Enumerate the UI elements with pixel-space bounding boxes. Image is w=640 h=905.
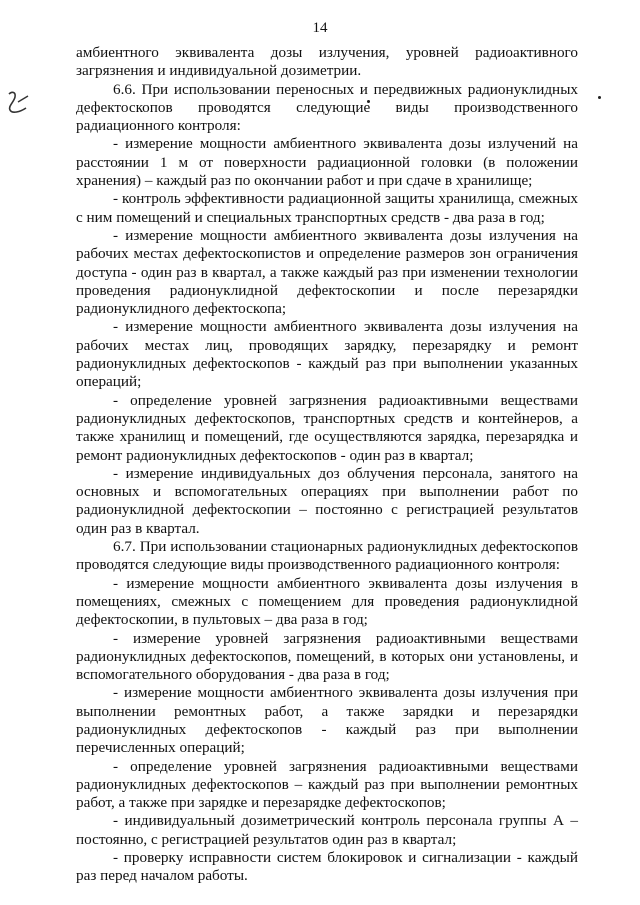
document-body — [76, 44, 578, 886]
list-item: - измерение индивидуальных доз облучения персонала, занятого на основных и вспомогательных операциях при выполнении работ по радионуклидной дефектоскопии – постоянно с регистрацией результатов один раз в квартал. — [76, 464, 578, 537]
list-item: - измерение уровней загрязнения радиоактивными веществами радионуклидных дефектоскопов, помещений, в которых они установлены, и вспомогательного оборудования - два раза в год; — [76, 629, 578, 684]
page-number: 14 — [312, 20, 328, 36]
list-item: - определение уровней загрязнения радиоактивными веществами радионуклидных дефектоскопов – каждый раз при выполнении ремонтных работ, а также при зарядке и перезарядке дефектоскопов; — [76, 757, 578, 812]
paragraph-1: амбиентного эквивалента дозы излучения, уровней радиоактивного загрязнения и индивидуальной дозиметрии. — [76, 44, 578, 80]
list-item: - проверку исправности систем блокировок и сигнализации - каждый раз перед началом работы. — [76, 849, 578, 885]
list-item: - измерение мощности амбиентного эквивалента дозы излучений на расстоянии 1 м от поверхности радиационной головки (в положении хранения) – каждый раз по окончании работ и при сдаче в хранилище; — [76, 135, 578, 190]
list-item: - измерение мощности амбиентного эквивалента дозы излучения при выполнении ремонтных работ, а также зарядки и перезарядки радионуклидных дефектоскопов - каждый раз при выполнении перечисленных операций; — [76, 684, 578, 757]
list-item: - измерение мощности амбиентного эквивалента дозы излучения на рабочих местах дефектоскопистов и определение размеров зон ограничения доступа - один раз в квартал, а также каждый раз при изменении технологии проведения радионуклидной дефектоскопии и после перезарядки радионуклидного дефектоскопа; — [76, 226, 578, 318]
list-item: - измерение мощности амбиентного эквивалента дозы излучения на рабочих местах лиц, проводящих зарядку, перезарядку и ремонт радионуклидных дефектоскопов - каждый раз при выполнении указанных операций; — [76, 318, 578, 391]
list-item: - измерение мощности амбиентного эквивалента дозы излучения в помещениях, смежных с помещением для проведения радионуклидной дефектоскопии, в пультовых – два раза в год; — [76, 574, 578, 629]
margin-dot — [598, 96, 601, 99]
list-item: - определение уровней загрязнения радиоактивными веществами радионуклидных дефектоскопов, транспортных средств и контейнеров, а также хранилищ и помещений, где осуществляются зарядка, перезарядка и ремонт радионуклидных дефектоскопов - один раз в квартал; — [76, 391, 578, 464]
list-item: - контроль эффективности радиационной защиты хранилища, смежных с ним помещений и специальных транспортных средств - два раза в год; — [76, 190, 578, 226]
paragraph-6-6: 6.6. При использовании переносных и передвижных радионуклидных дефектоскопов проводятся следующие виды производственного радиационного контроля: — [76, 80, 578, 135]
list-item: - индивидуальный дозиметрический контроль персонала группы А – постоянно, с регистрацией результатов один раз в квартал; — [76, 812, 578, 848]
paragraph-6-7: 6.7. При использовании стационарных радионуклидных дефектоскопов проводятся следующие виды производственного радиационного контроля: — [76, 538, 578, 574]
handwritten-margin-mark — [6, 88, 32, 118]
